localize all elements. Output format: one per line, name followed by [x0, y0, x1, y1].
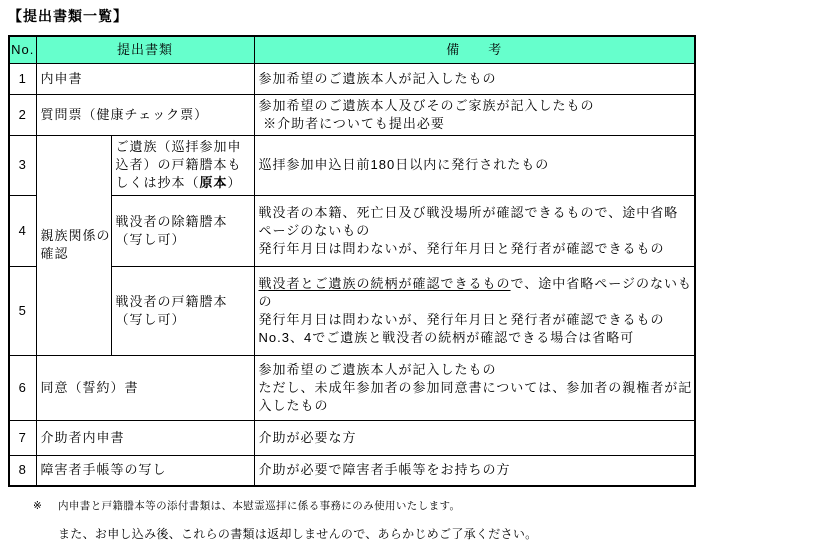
- remark-line: 参加希望のご遺族本人が記入したもの: [258, 361, 497, 377]
- table-row: [9, 195, 695, 266]
- document-line: 内申書: [40, 70, 83, 86]
- remark-line: 介助が必要な方: [258, 429, 357, 445]
- remark-line: 参加希望のご遺族本人が記入したもの: [258, 70, 497, 86]
- remarks-cell: [254, 266, 695, 355]
- page-title: 【提出書類一覧】: [8, 8, 128, 24]
- footnotes: [8, 499, 819, 542]
- table-header-row: [9, 36, 695, 63]
- remark-line: 戦没者の本籍、死亡日及び戦没場所が確認できるもので、途中省略: [258, 204, 679, 220]
- remark-line: No.3、4でご遺族と戦没者の続柄が確認できる場合は省略可: [258, 329, 635, 345]
- group-label-line: 確認: [40, 246, 69, 261]
- no-cell: 4: [9, 195, 36, 266]
- remark-line: 発行年月日は問わないが、発行年月日と発行者が確認できるもの: [258, 311, 665, 327]
- no-cell: 5: [9, 266, 36, 355]
- no-cell: 6: [9, 355, 36, 420]
- table-row: [9, 135, 695, 195]
- remark-line: ページのないもの: [258, 222, 371, 238]
- remark-line: の: [258, 293, 273, 309]
- remark-line: 巡拝参加申込日前180日以内に発行されたもの: [258, 157, 550, 172]
- remark-line: ※介助者についても提出必要: [258, 115, 445, 131]
- remarks-cell: [254, 195, 695, 266]
- no-cell: 3: [9, 135, 36, 195]
- remarks-cell: [254, 355, 695, 420]
- table-row: [9, 63, 695, 94]
- document-cell: [36, 355, 254, 420]
- documents-table: [8, 35, 696, 487]
- document-cell: [111, 195, 254, 266]
- group-label-line: 親族関係の: [40, 228, 111, 243]
- table-row: [9, 355, 695, 420]
- underlined-text: 戦没者とご遺族の続柄が確認できるもの: [258, 275, 511, 291]
- document-line: 同意（誓約）書: [40, 379, 139, 395]
- bold-text: 原本: [199, 175, 228, 190]
- document-cell: [36, 94, 254, 135]
- document-line: （写し可）: [115, 311, 186, 327]
- table-row: [9, 455, 695, 486]
- document-line: 込者）の戸籍謄本も: [115, 157, 242, 172]
- remarks-cell: [254, 420, 695, 455]
- remarks-cell: [254, 63, 695, 94]
- document-line: 質問票（健康チェック票）: [40, 106, 209, 122]
- col-header-no: No.: [9, 36, 36, 63]
- no-cell: 8: [9, 455, 36, 486]
- remarks-cell: [254, 94, 695, 135]
- table-row: [9, 420, 695, 455]
- document-line: 障害者手帳等の写し: [40, 462, 167, 478]
- remark-line: 入したもの: [258, 397, 329, 413]
- col-header-document: 提出書類: [36, 36, 254, 63]
- remark-line: ただし、未成年参加者の参加同意書については、参加者の親権者が記: [258, 379, 693, 395]
- col-header-remarks: 備 考: [254, 36, 695, 63]
- table-row: [9, 266, 695, 355]
- footnote-2: また、お申し込み後、これらの書類は返却しませんので、あらかじめご了承ください。: [58, 527, 538, 541]
- document-line: ご遺族（巡拝参加申: [115, 139, 242, 154]
- no-cell: 7: [9, 420, 36, 455]
- document-line: 戦没者の戸籍謄本: [115, 293, 228, 309]
- table-row: [9, 94, 695, 135]
- document-line: 介助者内申書: [40, 429, 125, 445]
- remark-line: 戦没者とご遺族の続柄が確認できるもので、途中省略ページのないも: [258, 275, 693, 291]
- footnote-1-text: 内申書と戸籍謄本等の添付書類は、本慰霊巡拝に係る事務にのみ使用いたします。: [58, 500, 461, 512]
- asterisk-marker: ※: [33, 500, 43, 512]
- document-line: しくは抄本（原本）: [115, 175, 242, 190]
- document-line: 戦没者の除籍謄本: [115, 213, 228, 229]
- no-cell: 2: [9, 94, 36, 135]
- document-cell: [36, 63, 254, 94]
- remark-line: 参加希望のご遺族本人及びそのご家族が記入したもの: [258, 97, 595, 113]
- remarks-cell: [254, 455, 695, 486]
- document-line: （写し可）: [115, 231, 186, 247]
- document-cell: [111, 135, 254, 195]
- remark-line: 発行年月日は問わないが、発行年月日と発行者が確認できるもの: [258, 240, 665, 256]
- document-cell: [111, 266, 254, 355]
- no-cell: 1: [9, 63, 36, 94]
- remarks-cell: [254, 135, 695, 195]
- document-cell: [36, 455, 254, 486]
- group-cell: [36, 135, 111, 355]
- document-cell: [36, 420, 254, 455]
- remark-line: 介助が必要で障害者手帳等をお持ちの方: [258, 462, 511, 478]
- footnote-1: [8, 499, 819, 513]
